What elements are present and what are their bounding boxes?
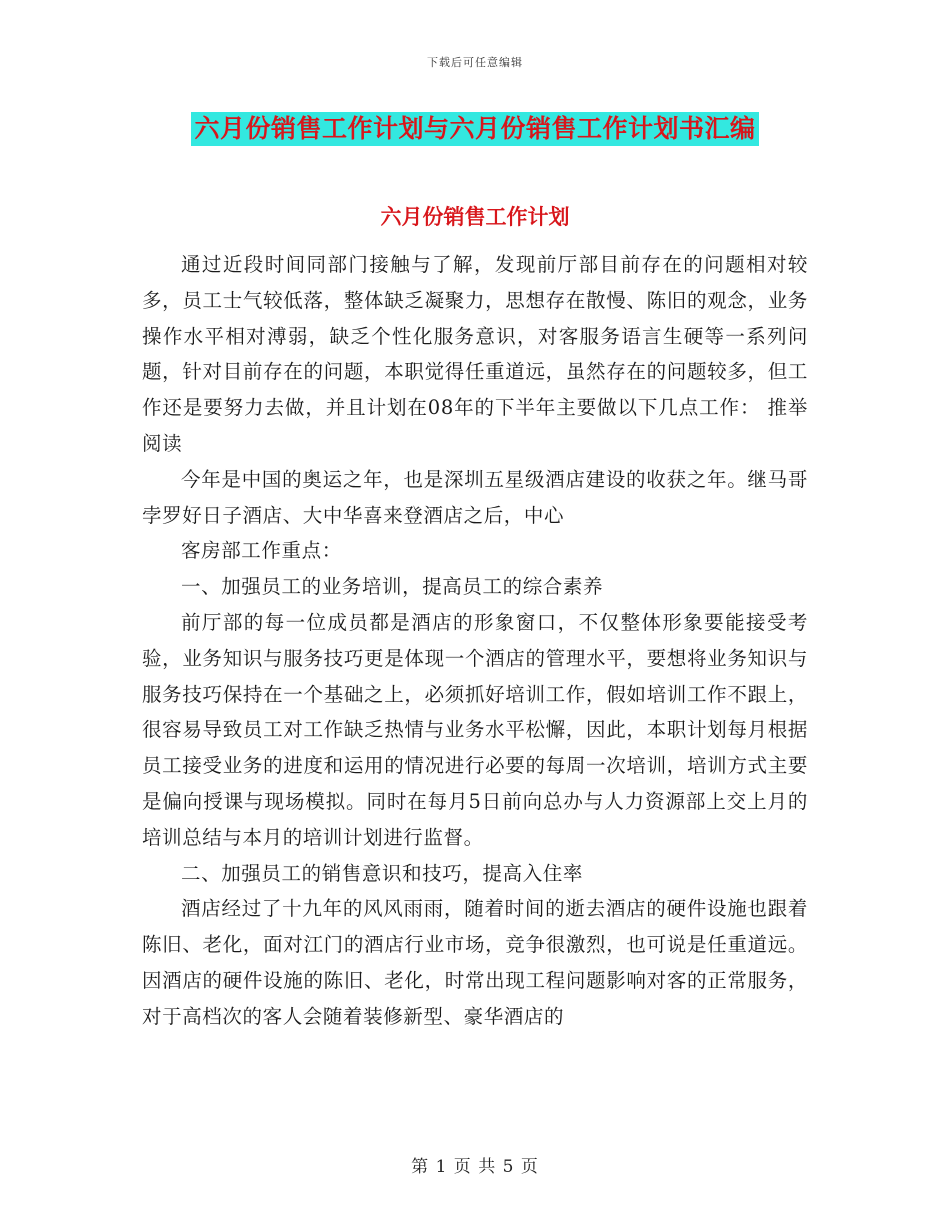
document-body [142, 247, 808, 1035]
paragraph-heading: 一、加强员工的业务培训，提高员工的综合素养 [181, 575, 604, 599]
main-title: 六月份销售工作计划与六月份销售工作计划书汇编 [191, 112, 758, 146]
paragraph: 今年是中国的奥运之年，也是深圳五星级酒店建设的收获之年。继马哥孛罗好日子酒店、大中华喜来登酒店之后，中心 [142, 467, 808, 527]
paragraph: 前厅部的每一位成员都是酒店的形象窗口，不仅整体形象要能接受考验，业务知识与服务技巧更是体现一个酒店的管理水平，要想将业务知识与服务技巧保持在一个基础之上，必须抓好培训工作，假如培训工作不跟上，很容易导致员工对工作缺乏热情与业务水平松懈，因此，本职计划每月根据员工接受业务的进度和运用的情况进行必要的每周一次培训，培训方式主要是偏向授课与现场模拟。同时在每月5日前向总办与人力资源部上交上月的培训总结与本月的培训计划进行监督。 [142, 610, 808, 849]
main-title-container [0, 112, 950, 146]
section-title: 六月份销售工作计划 [380, 204, 570, 229]
header-note: 下载后可任意编辑 [427, 56, 523, 69]
page-number-footer: 第 1 页 共 5 页 [411, 1157, 539, 1177]
paragraph: 通过近段时间同部门接触与了解，发现前厅部目前存在的问题相对较多，员工士气较低落，整体缺乏凝聚力，思想存在散慢、陈旧的观念，业务操作水平相对溥弱，缺乏个性化服务意识，对客服务语言生硬等一系列问题，针对目前存在的问题，本职觉得任重道远，虽然存在的问题较多，但工作还是要努力去做，并且计划在08年的下半年主要做以下几点工作： 推举阅读 [142, 253, 808, 455]
paragraph: 酒店经过了十九年的风风雨雨，随着时间的逝去酒店的硬件设施也跟着陈旧、老化，面对江门的酒店行业市场，竞争很激烈，也可说是任重道远。因酒店的硬件设施的陈旧、老化，时常出现工程问题影响对客的正常服务，对于高档次的客人会随着装修新型、豪华酒店的 [142, 897, 808, 1028]
paragraph: 客房部工作重点： [181, 539, 342, 563]
paragraph-heading: 二、加强员工的销售意识和技巧，提高入住率 [181, 861, 584, 885]
